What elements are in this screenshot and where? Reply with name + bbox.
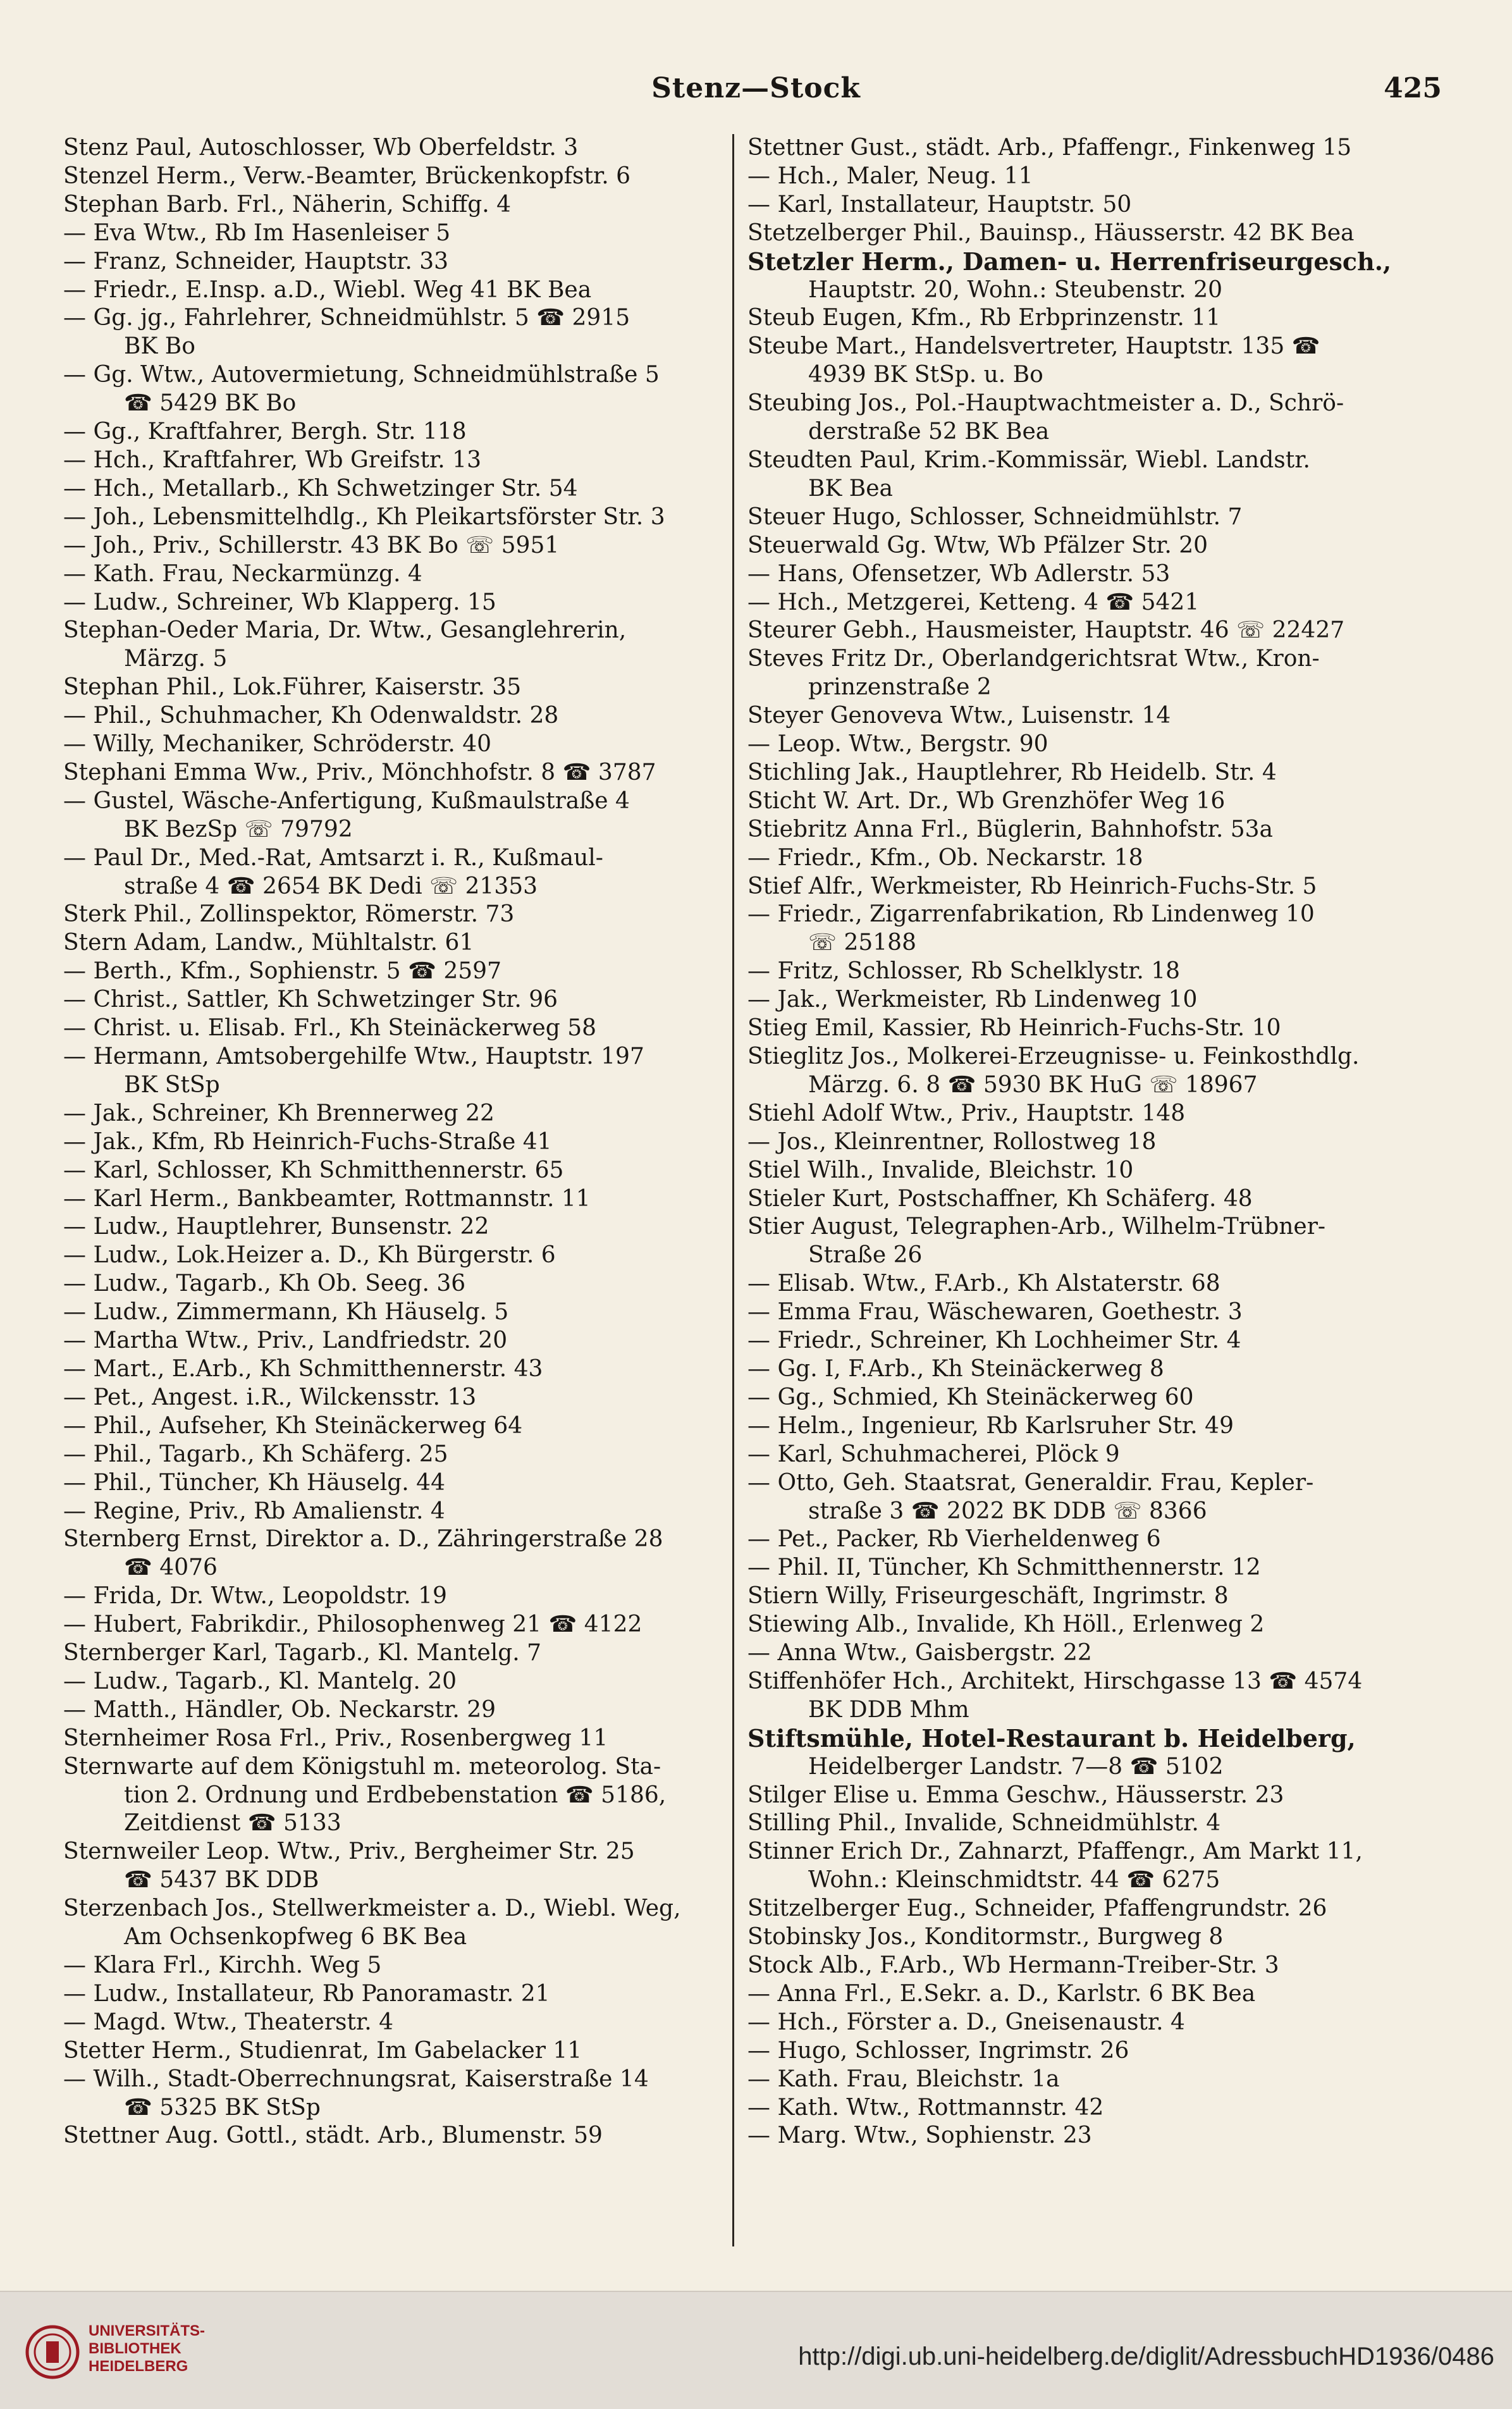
directory-entry: Stetter Herm., Studienrat, Im Gabelacker 11 — [63, 2037, 582, 2064]
directory-entry: Stiern Willy, Friseurgeschäft, Ingrimstr. 8 — [747, 1583, 1229, 1610]
directory-entry: — Mart., E.Arb., Kh Schmitthennerstr. 43 — [63, 1355, 543, 1382]
directory-entry: — Ludw., Schreiner, Wb Klapperg. 15 — [63, 589, 496, 615]
directory-entry: Stephan-Oeder Maria, Dr. Wtw., Gesanglehrerin, — [63, 617, 627, 644]
directory-entry: Sticht W. Art. Dr., Wb Grenzhöfer Weg 16 — [747, 787, 1226, 814]
directory-entry: — Hubert, Fabrikdir., Philosophenweg 21 ☎ 4122 — [63, 1611, 642, 1638]
directory-entry: — Eva Wtw., Rb Im Hasenleiser 5 — [63, 219, 451, 246]
directory-entry: Stiewing Alb., Invalide, Kh Höll., Erlenweg 2 — [747, 1611, 1265, 1638]
directory-entry: — Joh., Priv., Schillerstr. 43 BK Bo ☏ 5951 — [63, 532, 560, 558]
directory-entry: — Ludw., Zimmermann, Kh Häuselg. 5 — [63, 1299, 509, 1326]
digitization-footer — [0, 2291, 1512, 2409]
directory-entry-continuation: Am Ochsenkopfweg 6 BK Bea — [124, 1924, 467, 1950]
directory-entry: Steurer Gebh., Hausmeister, Hauptstr. 46 ☏ 22427 — [747, 617, 1345, 644]
directory-entry: — Kath. Frau, Neckarmünzg. 4 — [63, 560, 422, 587]
directory-entry: — Phil., Tagarb., Kh Schäferg. 25 — [63, 1441, 448, 1467]
directory-entry: Stetzelberger Phil., Bauinsp., Häusserstr. 42 BK Bea — [747, 219, 1355, 246]
directory-entry-continuation: BK Bo — [124, 333, 195, 360]
directory-entry: — Hugo, Schlosser, Ingrimstr. 26 — [747, 2037, 1129, 2064]
directory-entry-continuation: Märzg. 6. 8 ☎ 5930 BK HuG ☏ 18967 — [808, 1071, 1258, 1098]
directory-entry: Stiebritz Anna Frl., Büglerin, Bahnhofstr. 53a — [747, 816, 1274, 842]
directory-entry: — Leop. Wtw., Bergstr. 90 — [747, 731, 1048, 758]
directory-entry: — Gg. jg., Fahrlehrer, Schneidmühlstr. 5 ☎ 2915 — [63, 305, 630, 331]
directory-entry: — Karl, Installateur, Hauptstr. 50 — [747, 191, 1132, 218]
directory-entry: — Phil., Aufseher, Kh Steinäckerweg 64 — [63, 1412, 523, 1439]
directory-entry: Stettner Gust., städt. Arb., Pfaffengr., Finkenweg 15 — [747, 135, 1352, 161]
directory-entry: Stieglitz Jos., Molkerei-Erzeugnisse- u. Feinkosthdlg. — [747, 1044, 1360, 1069]
directory-entry: — Jak., Werkmeister, Rb Lindenweg 10 — [747, 987, 1198, 1013]
directory-entry: — Gg., Kraftfahrer, Bergh. Str. 118 — [63, 419, 467, 445]
directory-entry-continuation: ☎ 5429 BK Bo — [124, 390, 297, 417]
directory-entry: — Phil., Schuhmacher, Kh Odenwaldstr. 28 — [63, 703, 559, 729]
directory-entry: Stiftsmühle, Hotel-Restaurant b. Heidelberg, — [747, 1724, 1356, 1753]
directory-entry: Stilger Elise u. Emma Geschw., Häusserstr. 23 — [747, 1782, 1284, 1808]
directory-entry: — Paul Dr., Med.-Rat, Amtsarzt i. R., Kußmaul- — [63, 844, 603, 871]
directory-entry: — Karl, Schlosser, Kh Schmitthennerstr. 65 — [63, 1157, 564, 1183]
directory-entry: — Friedr., Kfm., Ob. Neckarstr. 18 — [747, 844, 1143, 871]
directory-entry: — Joh., Lebensmittelhdlg., Kh Pleikartsförster Str. 3 — [63, 503, 665, 530]
directory-entry: — Friedr., E.Insp. a.D., Wiebl. Weg 41 BK Bea — [63, 276, 592, 303]
page-number: 425 — [1384, 72, 1442, 104]
directory-entry-continuation: Märzg. 5 — [124, 646, 228, 672]
directory-entry: — Phil., Tüncher, Kh Häuselg. 44 — [63, 1469, 445, 1496]
directory-entry: — Magd. Wtw., Theaterstr. 4 — [63, 2009, 394, 2035]
directory-entry: Stobinsky Jos., Konditormstr., Burgweg 8 — [747, 1924, 1224, 1950]
directory-entry: Steuer Hugo, Schlosser, Schneidmühlstr. 7 — [747, 503, 1243, 530]
directory-entry: — Emma Frau, Wäschewaren, Goethestr. 3 — [747, 1299, 1243, 1326]
directory-entry-continuation: ☎ 4076 — [124, 1555, 218, 1581]
directory-entry: — Hch., Maler, Neug. 11 — [747, 163, 1033, 189]
directory-entry: — Otto, Geh. Staatsrat, Generaldir. Frau, Kepler- — [747, 1469, 1314, 1496]
directory-entry: — Frida, Dr. Wtw., Leopoldstr. 19 — [63, 1583, 447, 1610]
directory-entry: — Jak., Schreiner, Kh Brennerweg 22 — [63, 1100, 495, 1126]
directory-entry: — Hch., Metallarb., Kh Schwetzinger Str. 54 — [63, 475, 578, 502]
directory-entry: Steube Mart., Handelsvertreter, Hauptstr. 135 ☎ — [747, 333, 1320, 360]
directory-entry: Steves Fritz Dr., Oberlandgerichtsrat Wtw., Kron- — [747, 646, 1320, 672]
directory-entry-continuation: derstraße 52 BK Bea — [808, 419, 1050, 445]
directory-entry: Stetzler Herm., Damen- u. Herrenfriseurgesch., — [747, 247, 1392, 276]
directory-entry: Steudten Paul, Krim.-Kommissär, Wiebl. Landstr. — [747, 447, 1310, 473]
directory-entry-continuation: Heidelberger Landstr. 7—8 ☎ 5102 — [808, 1753, 1224, 1780]
directory-entry: Sterzenbach Jos., Stellwerkmeister a. D., Wiebl. Weg, — [63, 1895, 681, 1922]
directory-entry: — Hch., Metzgerei, Ketteng. 4 ☎ 5421 — [747, 589, 1200, 615]
directory-entry: Steub Eugen, Kfm., Rb Erbprinzenstr. 11 — [747, 305, 1221, 331]
directory-entry: Sternwarte auf dem Königstuhl m. meteorolog. Sta- — [63, 1753, 661, 1780]
directory-entry: — Karl Herm., Bankbeamter, Rottmannstr. 11 — [63, 1185, 591, 1212]
directory-entry: Sterk Phil., Zollinspektor, Römerstr. 73 — [63, 901, 515, 928]
directory-entry: Sternheimer Rosa Frl., Priv., Rosenbergweg 11 — [63, 1725, 608, 1751]
directory-entry: — Fritz, Schlosser, Rb Schelklystr. 18 — [747, 958, 1181, 985]
directory-entry: Stock Alb., F.Arb., Wb Hermann-Treiber-Str. 3 — [747, 1952, 1279, 1978]
directory-entry: Stiel Wilh., Invalide, Bleichstr. 10 — [747, 1157, 1134, 1183]
library-name — [89, 2322, 205, 2375]
directory-entry: — Hch., Förster a. D., Gneisenaustr. 4 — [747, 2009, 1185, 2035]
library-seal-icon — [25, 2325, 80, 2379]
directory-entry: — Helm., Ingenieur, Rb Karlsruher Str. 49 — [747, 1412, 1234, 1439]
directory-entry: — Pet., Angest. i.R., Wilckensstr. 13 — [63, 1384, 477, 1410]
directory-entry: — Ludw., Lok.Heizer a. D., Kh Bürgerstr. 6 — [63, 1242, 556, 1269]
directory-entry: — Christ. u. Elisab. Frl., Kh Steinäckerweg 58 — [63, 1015, 597, 1042]
directory-entry: — Phil. II, Tüncher, Kh Schmitthennerstr. 12 — [747, 1555, 1261, 1581]
directory-entry: — Regine, Priv., Rb Amalienstr. 4 — [63, 1498, 445, 1524]
directory-entry: Stern Adam, Landw., Mühltalstr. 61 — [63, 930, 474, 956]
directory-entry: Stiffenhöfer Hch., Architekt, Hirschgasse 13 ☎ 4574 — [747, 1668, 1363, 1694]
source-url-link[interactable]: http://digi.ub.uni-heidelberg.de/diglit/AdressbuchHD1936/0486 — [798, 2343, 1494, 2370]
directory-entry: Stephani Emma Ww., Priv., Mönchhofstr. 8 ☎ 3787 — [63, 759, 656, 786]
directory-entry: — Kath. Frau, Bleichstr. 1a — [747, 2066, 1060, 2092]
directory-entry: — Gg. Wtw., Autovermietung, Schneidmühlstraße 5 — [63, 362, 660, 388]
directory-entry: — Gg., Schmied, Kh Steinäckerweg 60 — [747, 1384, 1194, 1410]
directory-entry-continuation: BK DDB Mhm — [808, 1696, 969, 1723]
directory-entry: — Berth., Kfm., Sophienstr. 5 ☎ 2597 — [63, 958, 501, 985]
column-divider — [732, 134, 734, 2246]
directory-entry: — Wilh., Stadt-Oberrechnungsrat, Kaiserstraße 14 — [63, 2066, 649, 2092]
directory-entry: Sternberg Ernst, Direktor a. D., Zähringerstraße 28 — [63, 1526, 663, 1553]
directory-entry: — Hch., Kraftfahrer, Wb Greifstr. 13 — [63, 447, 481, 473]
directory-entry: Stilling Phil., Invalide, Schneidmühlstr. 4 — [747, 1810, 1221, 1837]
library-name-line-2: BIBLIOTHEK — [89, 2340, 181, 2357]
directory-entry: Stitzelberger Eug., Schneider, Pfaffengrundstr. 26 — [747, 1895, 1327, 1922]
directory-entry: — Gg. I, F.Arb., Kh Steinäckerweg 8 — [747, 1355, 1164, 1382]
directory-entry-continuation: BK BezSp ☏ 79792 — [124, 816, 353, 842]
directory-entry: — Ludw., Installateur, Rb Panoramastr. 21 — [63, 1980, 550, 2007]
directory-entry: — Friedr., Zigarrenfabrikation, Rb Lindenweg 10 — [747, 901, 1315, 928]
directory-entry-continuation: prinzenstraße 2 — [808, 674, 992, 701]
directory-entry: — Ludw., Tagarb., Kl. Mantelg. 20 — [63, 1668, 457, 1694]
directory-entry: — Franz, Schneider, Hauptstr. 33 — [63, 248, 449, 274]
right-column — [747, 134, 1418, 2246]
directory-entry: Steuerwald Gg. Wtw, Wb Pfälzer Str. 20 — [747, 532, 1208, 558]
directory-entry: Stiehl Adolf Wtw., Priv., Hauptstr. 148 — [747, 1100, 1186, 1126]
directory-entry: Sternberger Karl, Tagarb., Kl. Mantelg. 7 — [63, 1640, 542, 1667]
directory-entry-continuation: ☎ 5325 BK StSp — [124, 2094, 321, 2121]
directory-entry: Stephan Barb. Frl., Näherin, Schiffg. 4 — [63, 191, 512, 218]
directory-entry: Stief Alfr., Werkmeister, Rb Heinrich-Fuchs-Str. 5 — [747, 873, 1317, 899]
directory-entry: Stenz Paul, Autoschlosser, Wb Oberfeldstr. 3 — [63, 135, 579, 161]
directory-entry-continuation: BK StSp — [124, 1071, 220, 1098]
directory-entry-continuation: BK Bea — [808, 475, 894, 502]
directory-entry: Sternweiler Leop. Wtw., Priv., Bergheimer Str. 25 — [63, 1839, 635, 1865]
directory-entry: Steubing Jos., Pol.-Hauptwachtmeister a. D., Schrö- — [747, 390, 1344, 417]
directory-entry: — Jak., Kfm, Rb Heinrich-Fuchs-Straße 41 — [63, 1128, 552, 1155]
library-name-line-1: UNIVERSITÄTS- — [89, 2322, 206, 2339]
directory-entry: — Matth., Händler, Ob. Neckarstr. 29 — [63, 1696, 496, 1723]
directory-entry: Stieler Kurt, Postschaffner, Kh Schäferg. 48 — [747, 1185, 1253, 1212]
directory-entry-continuation: Straße 26 — [808, 1242, 923, 1269]
directory-entry-continuation: Wohn.: Kleinschmidtstr. 44 ☎ 6275 — [808, 1867, 1220, 1894]
directory-entry-continuation: 4939 BK StSp. u. Bo — [808, 362, 1043, 388]
library-name-line-3: HEIDELBERG — [89, 2358, 188, 2375]
directory-entry: Stettner Aug. Gottl., städt. Arb., Blumenstr. 59 — [63, 2123, 603, 2149]
directory-entry: — Elisab. Wtw., F.Arb., Kh Alstaterstr. 68 — [747, 1271, 1220, 1297]
directory-entry: — Kath. Wtw., Rottmannstr. 42 — [747, 2094, 1104, 2121]
directory-entry: — Ludw., Hauptlehrer, Bunsenstr. 22 — [63, 1214, 489, 1240]
directory-entry: — Hans, Ofensetzer, Wb Adlerstr. 53 — [747, 560, 1171, 587]
directory-entry-continuation: Zeitdienst ☎ 5133 — [124, 1810, 341, 1837]
directory-entry: — Klara Frl., Kirchh. Weg 5 — [63, 1952, 382, 1978]
directory-entry: — Martha Wtw., Priv., Landfriedstr. 20 — [63, 1328, 508, 1354]
left-column — [63, 134, 734, 2246]
directory-entry: Stieg Emil, Kassier, Rb Heinrich-Fuchs-Str. 10 — [747, 1015, 1281, 1042]
directory-entry: Steyer Genoveva Wtw., Luisenstr. 14 — [747, 703, 1171, 729]
directory-entry: Stichling Jak., Hauptlehrer, Rb Heidelb. Str. 4 — [747, 759, 1277, 786]
directory-entry-continuation: ☎ 5437 BK DDB — [124, 1867, 319, 1894]
running-head: Stenz—Stock — [651, 72, 861, 104]
directory-entry-continuation: straße 4 ☎ 2654 BK Dedi ☏ 21353 — [124, 873, 538, 899]
directory-entry-continuation: tion 2. Ordnung und Erdbebenstation ☎ 5186, — [124, 1782, 667, 1808]
directory-entry: — Marg. Wtw., Sophienstr. 23 — [747, 2123, 1092, 2149]
directory-entry: — Jos., Kleinrentner, Rollostweg 18 — [747, 1128, 1157, 1155]
directory-entry: — Gustel, Wäsche-Anfertigung, Kußmaulstraße 4 — [63, 787, 630, 814]
directory-entry: Stier August, Telegraphen-Arb., Wilhelm-Trübner- — [747, 1214, 1326, 1240]
directory-entry: Stinner Erich Dr., Zahnarzt, Pfaffengr., Am Markt 11, — [747, 1839, 1363, 1865]
directory-entry-continuation: straße 3 ☎ 2022 BK DDB ☏ 8366 — [808, 1498, 1207, 1524]
directory-entry: Stenzel Herm., Verw.-Beamter, Brückenkopfstr. 6 — [63, 163, 631, 189]
directory-entry: — Friedr., Schreiner, Kh Lochheimer Str. 4 — [747, 1328, 1241, 1354]
directory-entry: — Pet., Packer, Rb Vierheldenweg 6 — [747, 1526, 1161, 1553]
page-header — [60, 66, 1452, 116]
directory-entry: — Ludw., Tagarb., Kh Ob. Seeg. 36 — [63, 1271, 466, 1297]
directory-entry: — Anna Wtw., Gaisbergstr. 22 — [747, 1640, 1092, 1667]
directory-entry: — Karl, Schuhmacherei, Plöck 9 — [747, 1441, 1120, 1467]
directory-entry: — Hermann, Amtsobergehilfe Wtw., Hauptstr. 197 — [63, 1044, 644, 1069]
directory-entry: — Anna Frl., E.Sekr. a. D., Karlstr. 6 BK Bea — [747, 1980, 1256, 2007]
directory-entry: — Christ., Sattler, Kh Schwetzinger Str. 96 — [63, 987, 558, 1013]
directory-entry: Stephan Phil., Lok.Führer, Kaiserstr. 35 — [63, 674, 522, 701]
directory-entry-continuation: ☏ 25188 — [808, 930, 916, 956]
directory-entry-continuation: Hauptstr. 20, Wohn.: Steubenstr. 20 — [808, 276, 1222, 303]
directory-entry: — Willy, Mechaniker, Schröderstr. 40 — [63, 731, 492, 758]
